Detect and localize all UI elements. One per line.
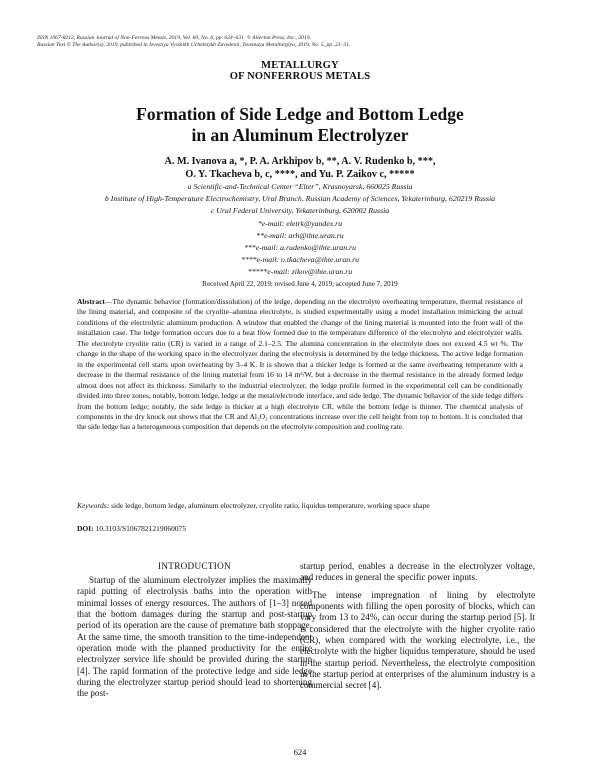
authors-line2: O. Y. Tkacheva b, c, ****, and Yu. P. Zaikov c, ***** [185, 169, 415, 180]
email-line: *e-mail: eletrk@yandex.ru [257, 219, 343, 228]
received-dates: Received April 22, 2019; revised June 4, 2019; accepted June 7, 2019 [202, 280, 398, 288]
email-line: ****e-mail: o.tkacheva@ihte.uran.ru [240, 255, 360, 264]
journal-section-line2: OF NONFERROUS METALS [229, 71, 371, 82]
keywords [77, 501, 523, 511]
section-heading: INTRODUCTION [157, 561, 231, 571]
doi [77, 524, 523, 534]
page-number: 624 [293, 747, 307, 757]
right-column [300, 561, 535, 692]
doi-label: DOI: [77, 524, 94, 533]
left-column [77, 575, 312, 700]
paragraph: The intense impregnation of lining by electrolyte components with filling the open porosity of blocks, which can vary from 13 to 24%, can occur during the startup period [5]. It is considered that the electrolyte with the higher cryolite ratio (CR), when compared with the working electrolyte, i.e., the electrolyte with the higher liquidus temperature, should be used in the startup period. Nevertheless, the electrolyte composition in the startup period at enterprises of the aluminum industry is a commercial secret [4]. [300, 589, 535, 691]
translation-citation-line: Russian Text © The Author(s), 2019, published in Izvestiya Vysshikh Uchebnykh Zavedenii, Tsvetnaya Metallurgiya, 2019, No. 5, pp. 23–31. [37, 42, 351, 48]
abstract-text: —The dynamic behavior (formation/dissolution) of the ledge, depending on the electrolyte overheating temperature, thermal resistance of the lining material, and composite of the cryolite–alumina electrolyte, is studied experimentally using a model installation mimicking the actual conditions of the electrolytic aluminum production. A window that enabled the change of the lining material is mounted into the front wall of the installation case. The ledge formation occurs due to a heat flow formed due to the temperature difference of the electrolyte and electrolyzer walls. The electrolyte cryolite ratio (CR) is varied in a range of 2.1–2.5. The alumina concentration in the electrolyte does not exceed 4.5 wt %. The change in the shape of the working space in the electrolyzer during the electrolysis is determined by the ledge thickness. The active ledge formation in the experimental cell starts upon overheating by 3–4 K. It is shown that a thicker ledge is formed at the same overheating temperature with a decrease in the thermal resistance of the lining material from 16 to 14 m²/W, but a decrease in the thermal resistance in the already formed ledge almost does not affect its thickness. Similarly to the industrial electrolyzer, the ledge profile formed in the experimental cell can be conditionally divided into three zones, notably, bottom ledge, ledge at the metal/electrode interface, and side ledge. The dynamic behavior of the side ledge differs from the bottom ledge; notably, the side ledge is thicker at a high electrolyte CR, while the bottom ledge is thinner. The chemical analysis of components in the dry knock out shows that the CR and Al₂O₃ concentrations increase over the cell height from top to bottom. It is concluded that the side ledge has a heterogeneous composition that depends on the electrolyte composition and cooling rate. [77, 297, 523, 432]
authors-line1: A. M. Ivanova a, *, P. A. Arkhipov b, **, A. V. Rudenko b, ***, [164, 156, 436, 167]
doi-value: 10.3103/S1067821219060075 [93, 524, 187, 533]
article-title-line2: in an Aluminum Electrolyzer [191, 125, 409, 145]
keywords-text: side ledge, bottom ledge, aluminum electrolyzer, cryolite ratio, liquidus temperature, working space shape [109, 501, 430, 510]
journal-citation-line: ISSN 1067-8212, Russian Journal of Non-Ferrous Metals, 2019, Vol. 60, No. 6, pp. 624–631. © Allerton Press, Inc., 2019. [37, 35, 311, 41]
email-line: ***e-mail: a.rudenko@ihte.uran.ru [244, 243, 356, 252]
affiliation-c: c Ural Federal University, Yekaterinburg, 620002 Russia [210, 206, 390, 215]
affiliation-b: b Institute of High-Temperature Electrochemistry, Ural Branch, Russian Academy of Sciences, Yekaterinburg, 620219 Russia [104, 194, 496, 203]
keywords-label: Keywords: [77, 501, 110, 510]
affiliation-a: a Scientific-and-Technical Center “Elter”, Krasnoyarsk, 660025 Russia [187, 182, 413, 191]
paragraph: startup period, enables a decrease in the electrolyzer voltage, and reduces in general the specific power inputs. [300, 561, 535, 583]
journal-section-line1: METALLURGY [261, 60, 339, 71]
abstract [77, 297, 523, 433]
email-line: *****e-mail: zikov@ihte.uran.ru [247, 267, 353, 276]
article-title-line1: Formation of Side Ledge and Bottom Ledge [136, 104, 464, 124]
paragraph: Startup of the aluminum electrolyzer implies the maximally rapid putting of electrolysis baths into the operation with minimal losses of energy resources. The authors of [1–3] noted that the bottom damages during the startup and post-startup period of its operation are the cause of premature bath stoppage. At the same time, the smooth transition to the time-independent operation mode with the planned productivity for the entire electrolyzer service life should be provided during the startup [4]. The rapid formation of the protective ledge and side ledge during the electrolyzer startup period should lead to shortening the post- [77, 575, 312, 699]
abstract-label: Abstract [77, 297, 105, 306]
email-line: **e-mail: arh@ihte.uran.ru [256, 231, 344, 240]
